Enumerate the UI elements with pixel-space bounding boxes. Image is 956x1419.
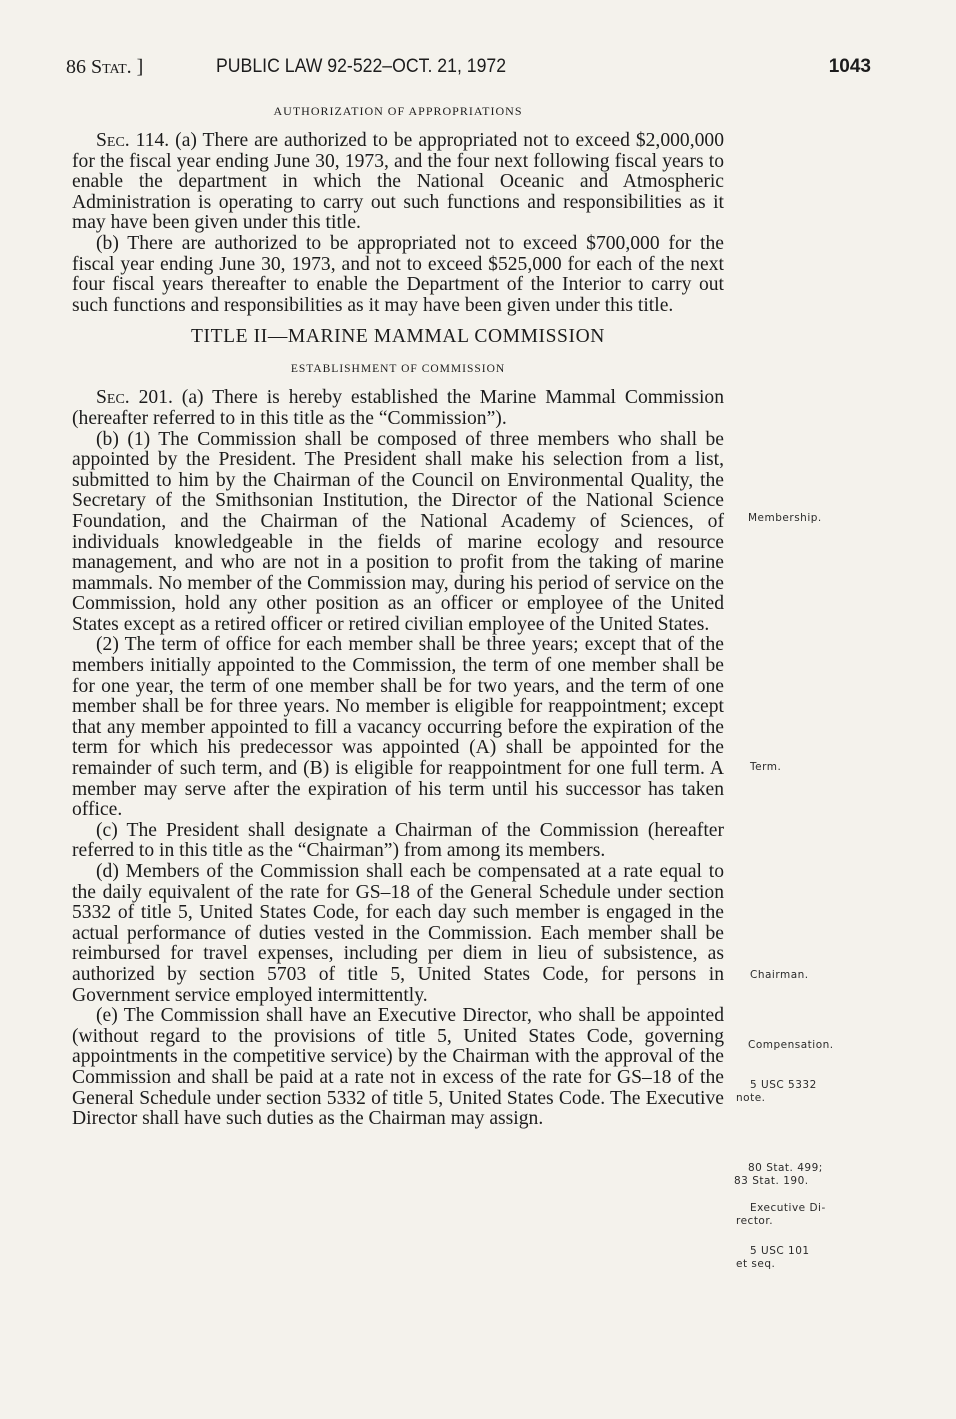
citation-line: 5 USC 101	[750, 1245, 810, 1257]
caption-establishment: ESTABLISHMENT OF COMMISSION	[290, 363, 506, 376]
citation-line: Executive Di-	[750, 1202, 826, 1214]
citation-line: note.	[736, 1092, 766, 1104]
citation-line: rector.	[736, 1215, 774, 1227]
stat-bracket: ]	[136, 56, 144, 78]
sec114-a	[72, 131, 724, 234]
sec201-d: (d) Members of the Commission shall each be compensated at a rate equal to the daily equivalent of the rate for GS–18 of the General Schedule under section 5332 of title 5, United States Code, for each day such member is engaged in the actual performance of duties vested in the Commission. Each member shall be reimbursed for travel expenses, including per diem in lieu of subsistence, as authorized by section 5703 of title 5, United States Code, for persons in Government service employed intermittently.	[72, 861, 724, 1006]
caption-authorization: AUTHORIZATION OF APPROPRIATIONS	[273, 104, 523, 118]
margin-note-executive-director	[736, 1202, 856, 1228]
citation-line: 80 Stat. 499;	[748, 1162, 823, 1174]
citation-line: et seq.	[736, 1258, 776, 1270]
sec114-a-text: 114. (a) There are authorized to be appropriated not to exceed $2,000,000 for the fiscal year ending June 30, 1973, and the four next following fiscal years to enable the department in which the National Oceanic and Atmospheric Administration is operating to carry out such functions and responsibilities as it may have been given under this title.	[72, 130, 724, 234]
page-number: 1043	[828, 56, 871, 77]
stat-reference	[66, 56, 143, 79]
margin-note-compensation: Compensation.	[748, 1039, 834, 1051]
citation-line: 83 Stat. 190.	[734, 1175, 809, 1187]
margin-note-5usc101	[736, 1245, 856, 1271]
margin-note-chairman: Chairman.	[750, 969, 809, 981]
sec201-b2: (2) The term of office for each member shall be three years; except that of the members initially appointed to the Commission, the term of one member shall be for one year, the term of one member shall be for two years, and the term of one member shall be for three years. No member is eligible for reappointment; except that any member appointed to fill a vacancy occurring before the expiration of the term for which his predecessor was appointed (A) shall be appointed for the remainder of such term, and (B) is eligible for reappointment for one full term. A member may serve after the expiration of his term until his successor has taken office.	[72, 634, 724, 821]
law-title: PUBLIC LAW 92-522–OCT. 21, 1972	[216, 56, 507, 77]
stat-word: Stat.	[91, 56, 132, 78]
sec-label: Sec.	[96, 387, 130, 409]
margin-note-5usc5332	[736, 1079, 856, 1105]
sec-label: Sec.	[96, 130, 130, 151]
running-header	[66, 56, 871, 86]
sec114-b: (b) There are authorized to be appropriated not to exceed $700,000 for the fiscal year ending June 30, 1973, and not to exceed $525,000 for each of the next four fiscal years thereafter to enable the Department of the Interior to carry out such functions and responsibilities as it may have been given under this title.	[72, 232, 724, 316]
title-ii-heading: TITLE II—MARINE MAMMAL COMMISSION	[191, 326, 605, 348]
margin-note-membership: Membership.	[748, 512, 822, 524]
sec201-a-text: 201. (a) There is hereby established the Marine Mammal Commission (hereafter referred to in this title as the “Commission”).	[72, 387, 724, 429]
margin-note-term: Term.	[750, 761, 782, 773]
sec201-a	[72, 388, 724, 429]
sec201-b1: (b) (1) The Commission shall be composed of three members who shall be appointed by the President. The President shall make his selection from a list, submitted to him by the Chairman of the Council on Environmental Quality, the Secretary of the Smithsonian Institution, the Director of the National Science Foundation, and the Chairman of the National Academy of Sciences, of individuals knowledgeable in the fields of marine ecology and resource management, and who are not in a position to profit from the taking of marine mammals. No member of the Commission may, during his period of service on the Commission, hold any other position as an officer or employee of the United States except as a retired officer or retired civilian employee of the United States.	[72, 428, 724, 635]
body-text	[72, 103, 724, 1130]
sec201-e: (e) The Commission shall have an Executive Director, who shall be appointed (without regard to the provisions of title 5, United States Code, governing appointments in the competitive service) by the Chairman with the approval of the Commission and shall be paid at a rate not in excess of the rate for GS–18 of the General Schedule under section 5332 of title 5, United States Code. The Executive Director shall have such duties as the Chairman may assign.	[72, 1005, 724, 1130]
stat-volume: 86	[66, 56, 86, 78]
sec201-c: (c) The President shall designate a Chairman of the Commission (hereafter referred to in this title as the “Chairman”) from among its members.	[72, 819, 724, 862]
citation-line: 5 USC 5332	[750, 1079, 817, 1091]
margin-note-stat	[734, 1162, 854, 1188]
